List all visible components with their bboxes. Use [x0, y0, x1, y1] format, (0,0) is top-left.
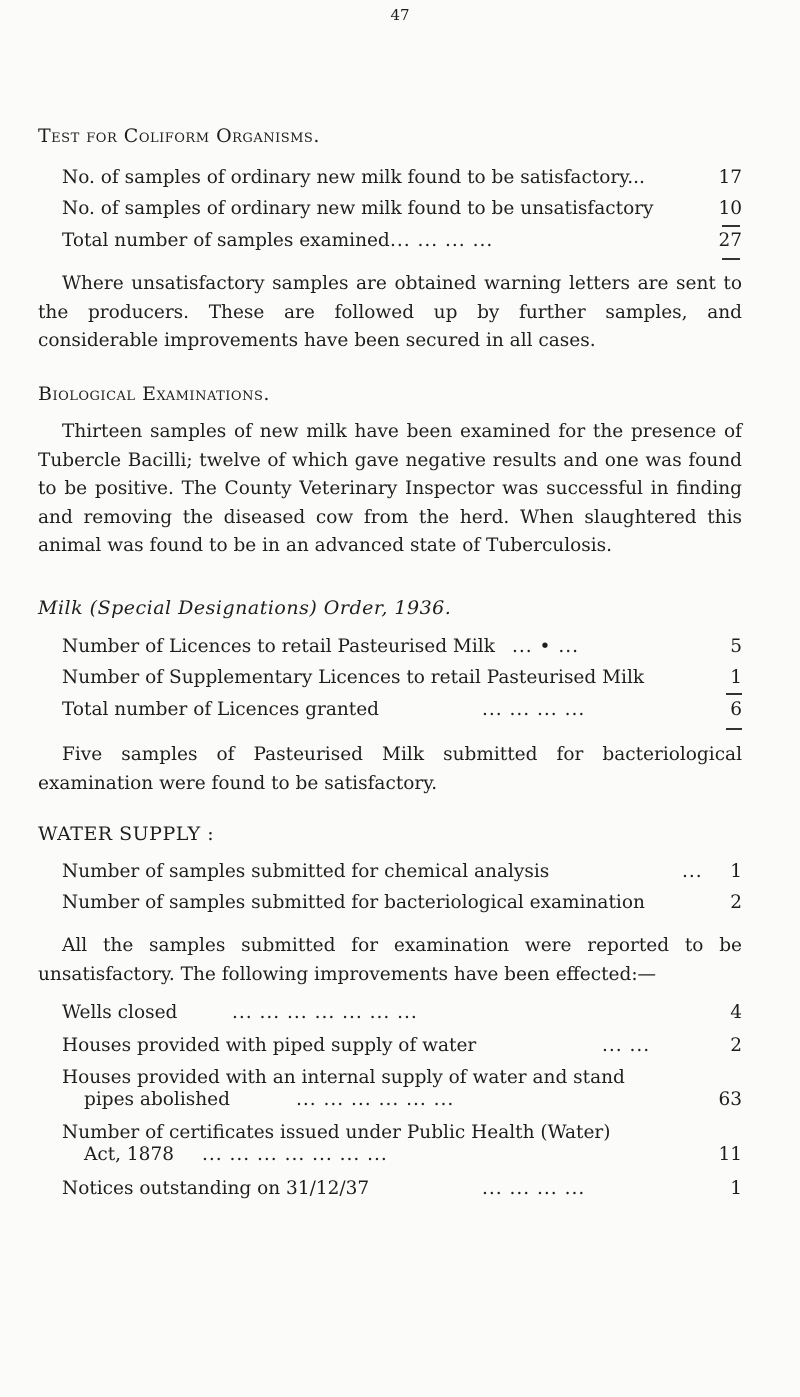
sum-rule	[722, 225, 740, 227]
wells-closed-row	[62, 1002, 742, 1028]
total-rule	[722, 258, 740, 260]
coliform-paragraph: Where unsatisfactory samples are obtained warning letters are sent to the producers. These are followed up by further samples, and considerable improvements have been secured in all cases.	[38, 273, 742, 351]
page-number: 47	[390, 6, 410, 24]
biological-heading: Biological Examinations.	[38, 383, 270, 405]
milk-order-heading: Milk (Special Designations) Order, 1936.	[38, 597, 452, 619]
leader-dots: ... ...	[602, 1035, 651, 1056]
piped-supply-row	[62, 1035, 742, 1061]
supplementary-licences-row	[62, 667, 742, 693]
water-supply-heading: WATER SUPPLY :	[38, 823, 215, 845]
leader-dots: ... ... ... ...	[482, 1178, 586, 1199]
row-label-line2: pipes abolished	[84, 1089, 230, 1110]
bacteriological-examination-row	[62, 892, 742, 918]
row-value: 10	[718, 198, 742, 219]
sum-rule	[726, 693, 742, 695]
row-label: No. of samples of ordinary new milk found to be unsatisfactory	[62, 198, 654, 219]
leader-dots: ... ... ... ... ... ...	[296, 1089, 455, 1110]
milk-order-paragraph: Five samples of Pasteurised Milk submitted for bacteriological examination were found to be satisfactory.	[38, 744, 742, 794]
licences-total-row	[62, 699, 742, 725]
stand-pipes-row	[62, 1067, 742, 1115]
leader-dots: ... ... ... ... ... ... ...	[232, 1002, 418, 1023]
row-label: Notices outstanding on 31/12/37	[62, 1178, 370, 1199]
water-paragraph: All the samples submitted for examination were reported to be unsatisfactory. The following improvements have been effected:—	[38, 935, 742, 985]
coliform-row-satisfactory	[62, 167, 742, 193]
coliform-row-total	[62, 230, 742, 256]
coliform-row-unsatisfactory	[62, 198, 742, 224]
row-label-line1: Number of certificates issued under Public Health (Water)	[62, 1122, 611, 1143]
leader-dots: ... ... ... ...	[390, 230, 494, 251]
row-value: 1	[730, 861, 742, 882]
row-value: 11	[718, 1144, 742, 1165]
leader-dots: ...	[682, 861, 703, 882]
row-label-line1: Houses provided with an internal supply of water and stand	[62, 1067, 625, 1088]
leader-dots: ... • ...	[512, 636, 579, 657]
row-label: Wells closed	[62, 1002, 178, 1023]
row-value: 1	[730, 667, 742, 688]
row-value: 17	[718, 167, 742, 188]
row-value: 63	[718, 1089, 742, 1110]
leader-dots: ... ... ... ...	[482, 699, 586, 720]
certificates-row	[62, 1122, 742, 1170]
row-value: 5	[730, 636, 742, 657]
row-label: Houses provided with piped supply of water	[62, 1035, 477, 1056]
row-value: 2	[730, 892, 742, 913]
licences-row	[62, 636, 742, 662]
row-value: 27	[718, 230, 742, 251]
notices-outstanding-row	[62, 1178, 742, 1204]
row-value: 2	[730, 1035, 742, 1056]
row-label: Total number of samples examined	[62, 230, 390, 251]
row-label: Number of samples submitted for bacteriological examination	[62, 892, 645, 913]
row-label-line2: Act, 1878	[84, 1144, 174, 1165]
row-label: No. of samples of ordinary new milk found to be satisfactory...	[62, 167, 645, 188]
row-value: 4	[730, 1002, 742, 1023]
row-label: Number of samples submitted for chemical analysis	[62, 861, 550, 882]
row-label: Number of Licences to retail Pasteurised Milk	[62, 636, 495, 657]
row-label: Number of Supplementary Licences to retail Pasteurised Milk	[62, 667, 645, 688]
row-value: 1	[730, 1178, 742, 1199]
biological-paragraph: Thirteen samples of new milk have been examined for the presence of Tubercle Bacilli; twelve of which gave negative results and one was found to be positive. The County Veterinary Inspector was successful in finding and removing the diseased cow from the herd. When slaughtered this animal was found to be in an advanced state of Tuberculosis.	[38, 421, 742, 556]
coliform-heading: Test for Coliform Organisms.	[38, 125, 320, 147]
row-value: 6	[730, 699, 742, 720]
leader-dots: ... ... ... ... ... ... ...	[202, 1144, 388, 1165]
total-rule	[726, 728, 742, 730]
chemical-analysis-row	[62, 861, 742, 887]
row-label: Total number of Licences granted	[62, 699, 380, 720]
